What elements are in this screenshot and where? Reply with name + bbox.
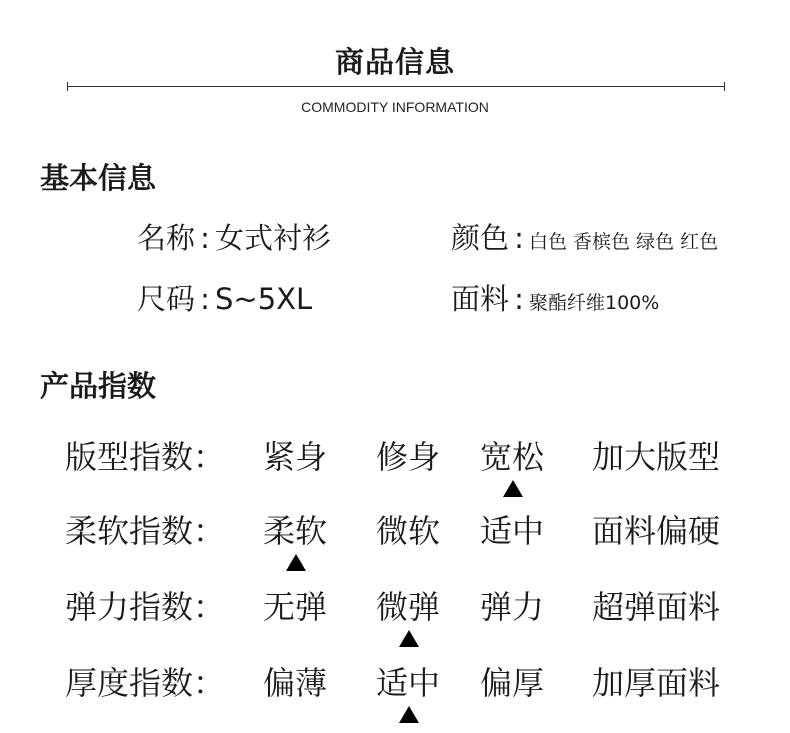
selected-marker-icon: [399, 630, 419, 647]
fabric-value: 聚酯纤维100%: [528, 292, 660, 314]
fabric-label: 面料: [451, 282, 510, 316]
name-field: [137, 221, 331, 255]
size-field: [137, 282, 313, 316]
index-option: 偏厚: [480, 664, 545, 702]
size-colon: :: [200, 282, 210, 316]
color-label: 颜色: [451, 221, 510, 255]
color-colon: :: [514, 221, 524, 255]
index-option: 超弹面料: [592, 588, 721, 626]
index-option: 加大版型: [592, 438, 721, 476]
index-option: 微软: [376, 512, 441, 550]
index-option: 弹力: [480, 588, 545, 626]
index-option: 微弹: [376, 588, 441, 626]
selected-marker-icon: [399, 706, 419, 723]
name-value: 女式衬衫: [214, 221, 331, 255]
selected-marker-icon: [503, 480, 523, 497]
index-row-label: 版型指数：: [65, 438, 226, 476]
index-option: 宽松: [480, 438, 545, 476]
index-option: 柔软: [263, 512, 328, 550]
divider-left-tick: [67, 82, 68, 91]
index-option: 面料偏硬: [592, 512, 721, 550]
title-divider: [67, 86, 725, 87]
index-row-label: 柔软指数：: [65, 512, 226, 550]
size-value: S~5XL: [214, 282, 313, 316]
fabric-colon: :: [514, 282, 524, 316]
page-title: 商品信息: [334, 45, 455, 79]
index-option: 修身: [376, 438, 441, 476]
divider-right-tick: [724, 82, 725, 91]
index-row-label: 厚度指数：: [65, 664, 226, 702]
selected-marker-icon: [286, 554, 306, 571]
color-field: [451, 221, 719, 255]
index-option: 适中: [376, 664, 441, 702]
color-value: 白色 香槟色 绿色 红色: [528, 231, 719, 253]
index-option: 加厚面料: [592, 664, 721, 702]
index-option: 适中: [480, 512, 545, 550]
fabric-field: [451, 282, 660, 316]
size-label: 尺码: [137, 282, 196, 316]
index-row-label: 弹力指数：: [65, 588, 226, 626]
index-option: 偏薄: [263, 664, 328, 702]
name-colon: :: [200, 221, 210, 255]
index-option: 无弹: [263, 588, 328, 626]
page-subtitle: COMMODITY INFORMATION: [301, 99, 489, 115]
index-option: 紧身: [263, 438, 328, 476]
basic-info-heading: 基本信息: [40, 161, 157, 195]
name-label: 名称: [137, 221, 196, 255]
product-index-heading: 产品指数: [40, 369, 157, 403]
